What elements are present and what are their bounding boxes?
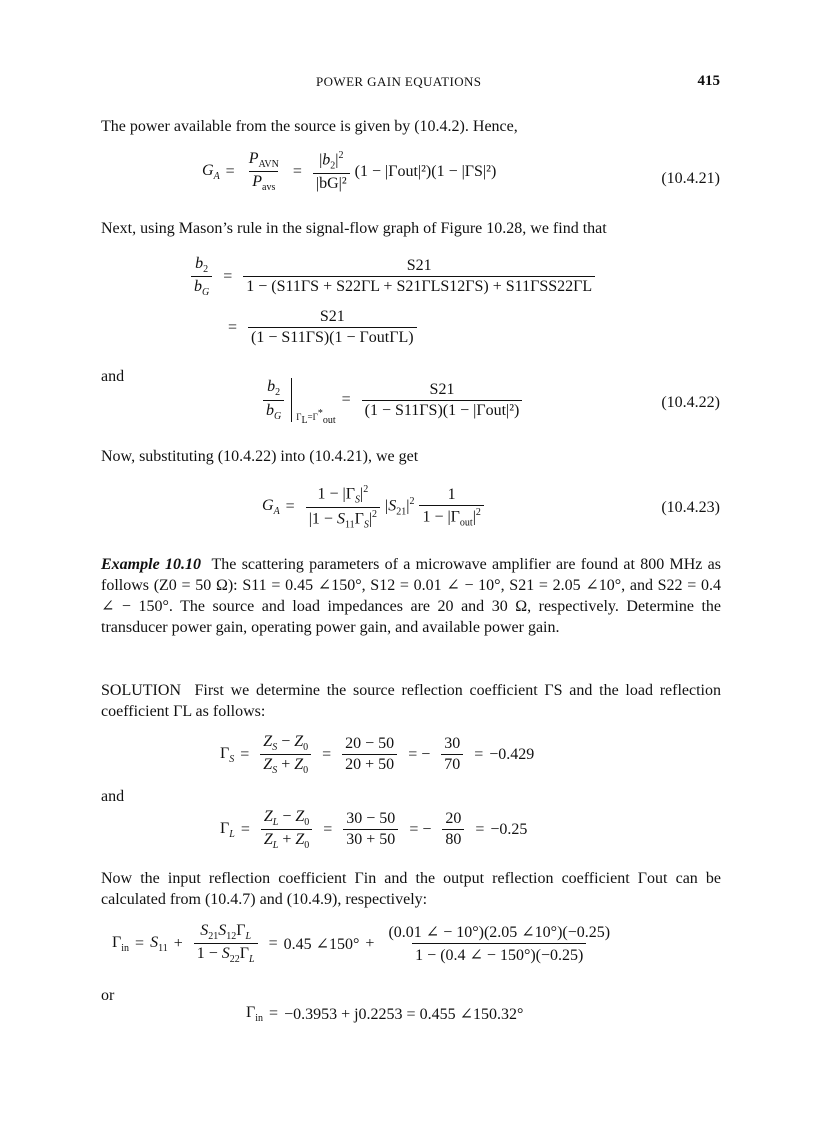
- mason-denominator: 1 − (S11ΓS + S22ΓL + S21ΓLS12ΓS) + S11ΓSS22ΓL: [243, 276, 595, 296]
- equation-gamma-in-final: $\Gamma_{in}$ = −0.3953 + j0.2253 = 0.455 ∠150.32°: [246, 1004, 524, 1025]
- solution-body: First we determine the source reflection coefficient ΓS and the load reflection coefficient ΓL as follows:: [101, 682, 722, 720]
- example-10-10: [101, 554, 721, 638]
- equation-mason-simplified: = $\frac{S21}{\text{(1 − S11ΓS)(1 − ΓoutΓL)}}$: [222, 308, 422, 347]
- paragraph-substituting: Now, substituting (10.4.22) into (10.4.21), we get: [101, 448, 419, 465]
- example-label: Example 10.10: [101, 556, 201, 573]
- paragraph-input-reflection: Now the input reflection coefficient Γin and the output reflection coefficient Γout can be calculated from (10.4.7) and (10.4.9), respectively:: [101, 870, 721, 908]
- ga-tail: (1 − |Γout|²)(1 − |ΓS|²): [354, 162, 497, 180]
- equation-10-4-23: $G_A$ = $\frac{1 - |\Gamma_S|^2}{|1 - S_{11}\Gamma_S|^2}$ $|S_{21}|^2$ $\frac{1}{1 - |\Gamma_{out}|^2}$: [262, 484, 489, 530]
- equation-gamma-l: $\Gamma_L$ = $\frac{Z_L - Z_0}{Z_L + Z_0}$ = $\frac{30 - 50}{30 + 50}$ = − $\frac{20}{80}$ = −0.25: [220, 808, 528, 852]
- page-number: 415: [697, 73, 720, 89]
- paragraph-mason-rule: Next, using Mason’s rule in the signal-flow graph of Figure 10.28, we find that: [101, 220, 607, 237]
- e22-numerator: S21: [429, 380, 455, 398]
- equation-number-10-4-21: (10.4.21): [661, 170, 720, 187]
- example-body: The scattering parameters of a microwave amplifier are found at 800 MHz as follows (Z0 = 50 Ω): S11 = 0.45 ∠150°, S12 = 0.01 ∠ − 10°, S21 = 2.05 ∠10°, and S22 = 0.4 ∠ − 150°. The source and load impedances are 20 and 30 Ω, respectively. Determine the transducer power gain, operating power gain, and available power gain.: [101, 556, 721, 636]
- text-and-2: and: [101, 788, 125, 805]
- mason-denominator-2: (1 − S11ΓS)(1 − ΓoutΓL): [248, 327, 417, 347]
- mason-numerator: S21: [406, 257, 432, 275]
- equation-mason-rule: $\frac{b_2}{b_G}$ = $\frac{S21}{\text{1 − (S11ΓS + S22ΓL + S21ΓLS12ΓS) + S11ΓSS22ΓL}}$: [186, 255, 600, 298]
- ga-denominator: |bG|²: [313, 173, 350, 193]
- mason-numerator-2: S21: [319, 308, 345, 325]
- text-or: or: [101, 987, 115, 1004]
- gamma-in-s11: 0.45 ∠150°: [283, 935, 360, 953]
- solution-label: SOLUTION: [101, 682, 181, 699]
- equation-10-4-22: $\frac{b_2}{b_G}$ $\Gamma_L=\Gamma^*_{out}$ = $\frac{S21}{\text{(1 − S11ΓS)(1 − |Γout|²)}}$: [258, 378, 527, 422]
- equation-10-4-21: $G_A$ = $\frac{P_{AVN}}{P_{avs}}$ = $\frac{|b_2|^2}{\text{|bG|²}}$ (1 − |Γout|²)(1 − |ΓS|²): [202, 150, 497, 194]
- running-title: POWER GAIN EQUATIONS: [316, 74, 482, 89]
- equation-number-10-4-23: (10.4.23): [661, 499, 720, 516]
- gamma-in-final-value: −0.3953 + j0.2253 = 0.455 ∠150.32°: [284, 1006, 524, 1024]
- gamma-in-numerator: (0.01 ∠ − 10°)(2.05 ∠10°)(−0.25): [388, 924, 611, 942]
- paragraph-available-power: The power available from the source is given by (10.4.2). Hence,: [101, 118, 518, 135]
- gamma-l-result: −0.25: [490, 820, 528, 838]
- equation-gamma-s: $\Gamma_S$ = $\frac{Z_S - Z_0}{Z_S + Z_0}$ = $\frac{20 - 50}{20 + 50}$ = − $\frac{30}{70}$ = −0.429: [220, 733, 535, 777]
- solution-paragraph: [101, 680, 721, 722]
- equation-number-10-4-22: (10.4.22): [661, 394, 720, 411]
- text-and-1: and: [101, 368, 125, 385]
- gamma-s-result: −0.429: [489, 745, 535, 763]
- equation-gamma-in: $\Gamma_{in}$ = $S_{11}$ + $\frac{S_{21}S_{12}\Gamma_L}{1 - S_{22}\Gamma_L}$ = 0.45 ∠150° + $\frac{(0.01 \angle - 10^\circ)(2.05 \angle 10^\circ)(-0.25)}{1 - (0.4 \angle - 150^\circ)(-0.25)}$: [112, 922, 618, 965]
- e22-denominator: (1 − S11ΓS)(1 − |Γout|²): [362, 400, 523, 420]
- gamma-in-denominator: 1 − (0.4 ∠ − 150°)(−0.25): [412, 943, 586, 965]
